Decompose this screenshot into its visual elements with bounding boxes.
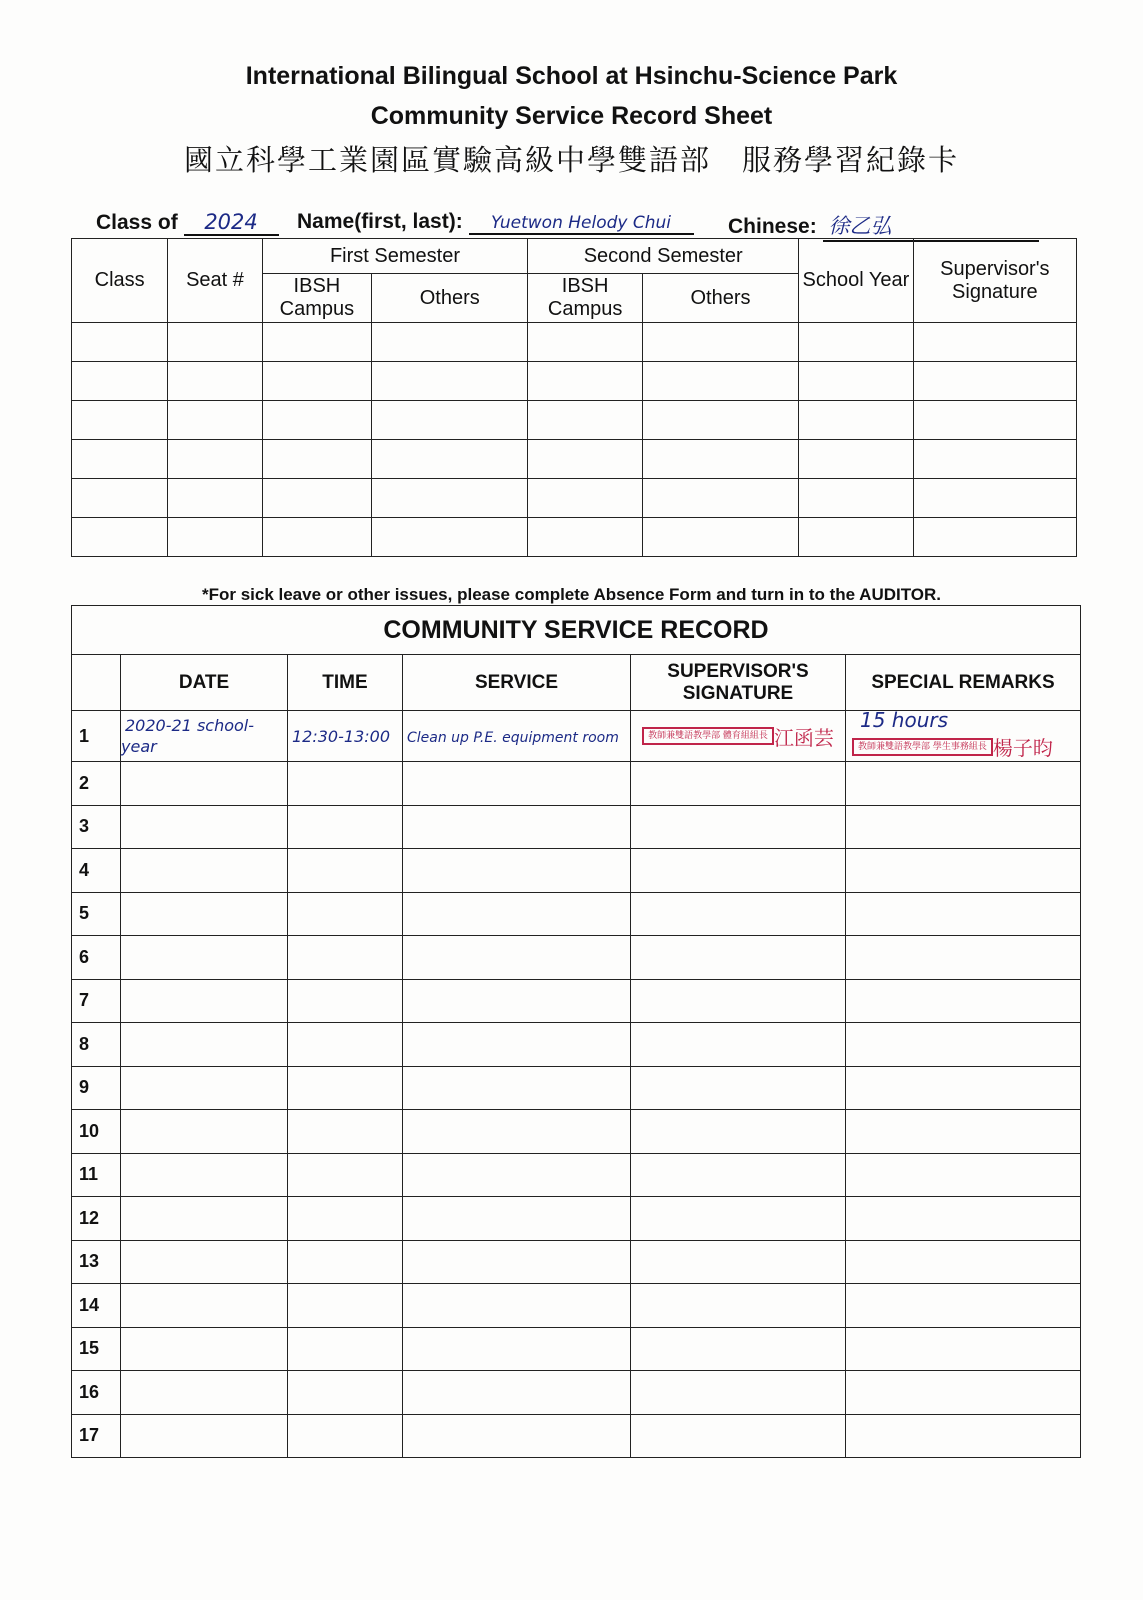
date-cell[interactable] (121, 1327, 288, 1371)
summary-row (72, 362, 1077, 401)
date-cell[interactable] (121, 892, 288, 936)
row-number: 12 (72, 1197, 121, 1241)
community-service-record-table (71, 605, 1081, 1458)
supervisor-signature-cell[interactable] (631, 762, 846, 806)
chinese-name-value[interactable]: 徐乙弘 (823, 210, 1039, 242)
date-cell[interactable] (121, 1284, 288, 1328)
row-number: 5 (72, 892, 121, 936)
service-cell[interactable] (403, 1197, 631, 1241)
service-cell[interactable] (403, 1023, 631, 1067)
special-remarks-cell[interactable] (846, 762, 1081, 806)
special-remarks-cell[interactable] (846, 805, 1081, 849)
time-cell[interactable] (288, 979, 403, 1023)
date-cell[interactable] (121, 1414, 288, 1458)
date-cell[interactable] (121, 1023, 288, 1067)
class-of-value[interactable]: 2024 (184, 210, 279, 236)
time-cell[interactable] (288, 1371, 403, 1415)
record-row (72, 762, 1081, 806)
row-number: 2 (72, 762, 121, 806)
special-remarks-cell[interactable] (846, 936, 1081, 980)
special-remarks-cell[interactable] (846, 1153, 1081, 1197)
special-remarks-cell[interactable] (846, 892, 1081, 936)
time-cell[interactable] (288, 936, 403, 980)
class-of-field (96, 210, 279, 236)
service-cell[interactable] (403, 1066, 631, 1110)
special-remarks-cell[interactable] (846, 1066, 1081, 1110)
row-number: 1 (72, 711, 121, 762)
record-row (72, 979, 1081, 1023)
remarks-stamp-name: 楊子昀 (992, 736, 1053, 760)
school-title: International Bilingual School at Hsinchu-Science Park (245, 62, 898, 90)
row-number: 9 (72, 1066, 121, 1110)
time-cell[interactable] (288, 1284, 403, 1328)
col-date: DATE (121, 655, 288, 711)
date-cell[interactable] (121, 1240, 288, 1284)
service-cell[interactable] (403, 1284, 631, 1328)
service-value: Clean up P.E. equipment room (407, 729, 619, 746)
name-value[interactable]: Yuetwon Helody Chui (469, 213, 694, 235)
chinese-name-label: Chinese: (728, 215, 817, 238)
sheet-title: Community Service Record Sheet (370, 102, 773, 130)
service-cell[interactable] (403, 1414, 631, 1458)
record-row (72, 1153, 1081, 1197)
row-number: 7 (72, 979, 121, 1023)
supervisor-signature-cell[interactable] (631, 849, 846, 893)
time-cell[interactable] (288, 1153, 403, 1197)
col-time: TIME (288, 655, 403, 711)
record-row (72, 1414, 1081, 1458)
summary-row (72, 401, 1077, 440)
supervisor-signature-cell[interactable] (631, 1371, 846, 1415)
time-cell[interactable] (288, 1023, 403, 1067)
service-cell[interactable] (403, 849, 631, 893)
date-cell[interactable] (121, 711, 288, 762)
special-remarks-cell[interactable] (846, 849, 1081, 893)
supervisor-signature-cell[interactable] (631, 711, 846, 762)
record-row (72, 711, 1081, 762)
summary-row (72, 323, 1077, 362)
supervisor-signature-cell[interactable] (631, 1153, 846, 1197)
semester-summary-table (71, 238, 1077, 557)
time-cell[interactable] (288, 892, 403, 936)
col-class: Class (72, 239, 168, 323)
col-supervisor-signature: SUPERVISOR'S SIGNATURE (631, 655, 846, 711)
service-cell[interactable] (403, 1153, 631, 1197)
time-cell[interactable] (288, 805, 403, 849)
service-cell[interactable] (403, 936, 631, 980)
col-others-1: Others (372, 274, 528, 323)
row-number: 3 (72, 805, 121, 849)
row-number: 17 (72, 1414, 121, 1458)
supervisor-signature-cell[interactable] (631, 892, 846, 936)
service-cell[interactable] (403, 979, 631, 1023)
record-row (72, 892, 1081, 936)
col-second-semester: Second Semester (528, 239, 799, 274)
col-supervisor-signature: Supervisor's Signature (913, 239, 1076, 323)
row-number: 11 (72, 1153, 121, 1197)
supervisor-signature-cell[interactable] (631, 1023, 846, 1067)
time-cell[interactable] (288, 849, 403, 893)
summary-row (72, 518, 1077, 557)
special-remarks-cell[interactable] (846, 979, 1081, 1023)
special-remarks-cell[interactable] (846, 1240, 1081, 1284)
date-cell[interactable] (121, 936, 288, 980)
record-row (72, 1066, 1081, 1110)
special-remarks-cell[interactable] (846, 1414, 1081, 1458)
supervisor-signature-cell[interactable] (631, 979, 846, 1023)
time-cell[interactable] (288, 1197, 403, 1241)
col-ibsh-campus-1: IBSH Campus (262, 274, 372, 323)
record-row (72, 936, 1081, 980)
special-remarks-cell[interactable] (846, 1197, 1081, 1241)
date-cell[interactable] (121, 1153, 288, 1197)
row-number: 14 (72, 1284, 121, 1328)
record-row (72, 849, 1081, 893)
supervisor-signature-cell[interactable] (631, 1327, 846, 1371)
row-number: 10 (72, 1110, 121, 1154)
date-cell[interactable] (121, 1371, 288, 1415)
time-cell[interactable] (288, 1240, 403, 1284)
supervisor-signature-cell[interactable] (631, 1110, 846, 1154)
absence-note: *For sick leave or other issues, please complete Absence Form and turn in to the AUDITOR. (201, 585, 942, 604)
summary-row (72, 479, 1077, 518)
service-cell[interactable] (403, 1327, 631, 1371)
col-others-2: Others (642, 274, 798, 323)
row-number: 8 (72, 1023, 121, 1067)
time-cell[interactable] (288, 762, 403, 806)
special-remarks-cell[interactable] (846, 1110, 1081, 1154)
supervisor-signature-cell[interactable] (631, 1066, 846, 1110)
date-cell[interactable] (121, 762, 288, 806)
supervisor-stamp: 教師兼雙語教學部 體育組組長 (642, 727, 774, 745)
service-cell[interactable] (403, 1110, 631, 1154)
summary-row (72, 440, 1077, 479)
col-service: SERVICE (403, 655, 631, 711)
supervisor-signature-cell[interactable] (631, 1197, 846, 1241)
service-cell[interactable] (403, 711, 631, 762)
time-value: 12:30-13:00 (292, 726, 390, 746)
supervisor-stamp-name: 江函芸 (773, 725, 834, 750)
record-row (72, 1023, 1081, 1067)
record-row (72, 1327, 1081, 1371)
col-first-semester: First Semester (262, 239, 528, 274)
row-number: 16 (72, 1371, 121, 1415)
record-row (72, 1240, 1081, 1284)
record-row (72, 1197, 1081, 1241)
col-school-year: School Year (799, 239, 914, 323)
row-number: 13 (72, 1240, 121, 1284)
record-row (72, 1371, 1081, 1415)
special-remarks-cell[interactable] (846, 1023, 1081, 1067)
date-cell[interactable] (121, 1110, 288, 1154)
special-remarks-cell[interactable] (846, 1284, 1081, 1328)
date-cell[interactable] (121, 805, 288, 849)
record-row (72, 1110, 1081, 1154)
date-cell[interactable] (121, 849, 288, 893)
service-cell[interactable] (403, 762, 631, 806)
row-number: 15 (72, 1327, 121, 1371)
service-cell[interactable] (403, 1240, 631, 1284)
record-row (72, 1284, 1081, 1328)
col-seat: Seat # (168, 239, 262, 323)
supervisor-signature-cell[interactable] (631, 1284, 846, 1328)
supervisor-signature-cell[interactable] (631, 1240, 846, 1284)
record-title: COMMUNITY SERVICE RECORD (72, 606, 1081, 655)
date-cell[interactable] (121, 979, 288, 1023)
service-cell[interactable] (403, 805, 631, 849)
special-remarks-cell[interactable] (846, 1327, 1081, 1371)
record-rows (72, 708, 1081, 1458)
supervisor-signature-cell[interactable] (631, 1414, 846, 1458)
time-cell[interactable] (288, 1110, 403, 1154)
date-cell[interactable] (121, 1066, 288, 1110)
name-field (297, 210, 694, 235)
col-special-remarks: SPECIAL REMARKS (846, 655, 1081, 711)
date-value: 2020-21 school-year (121, 716, 255, 756)
time-cell[interactable] (288, 1066, 403, 1110)
time-cell[interactable] (288, 1414, 403, 1458)
special-remarks-cell[interactable] (846, 708, 1081, 762)
remarks-stamp: 教師兼雙語教學部 學生事務組長 (852, 738, 993, 756)
chinese-title: 國立科學工業園區實驗高級中學雙語部 服務學習紀錄卡 (183, 143, 959, 177)
name-label: Name(first, last): (297, 210, 463, 233)
service-cell[interactable] (403, 1371, 631, 1415)
time-cell[interactable] (288, 1327, 403, 1371)
col-ibsh-campus-2: IBSH Campus (528, 274, 643, 323)
supervisor-signature-cell[interactable] (631, 805, 846, 849)
class-of-label: Class of (96, 211, 178, 234)
supervisor-signature-cell[interactable] (631, 936, 846, 980)
remarks-value: 15 hours (860, 708, 949, 732)
col-number (72, 655, 121, 711)
record-row (72, 805, 1081, 849)
row-number: 6 (72, 936, 121, 980)
special-remarks-cell[interactable] (846, 1371, 1081, 1415)
time-cell[interactable] (288, 711, 403, 762)
service-cell[interactable] (403, 892, 631, 936)
date-cell[interactable] (121, 1197, 288, 1241)
row-number: 4 (72, 849, 121, 893)
